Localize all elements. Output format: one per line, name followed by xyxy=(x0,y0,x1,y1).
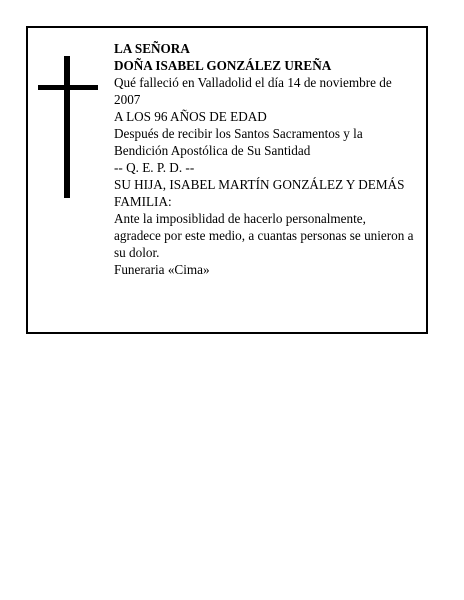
cross-horizontal-bar xyxy=(38,85,98,90)
funeral-home: Funeraria «Cima» xyxy=(114,262,210,277)
sacraments-line: Después de recibir los Santos Sacramentos y la Bendición Apostólica de Su Santidad xyxy=(114,126,363,158)
rip-line: -- Q. E. P. D. -- xyxy=(114,160,195,175)
obituary-notice xyxy=(26,26,428,334)
age-line: A LOS 96 AÑOS DE EDAD xyxy=(114,109,267,124)
death-date-line: Qué falleció en Valladolid el día 14 de noviembre de 2007 xyxy=(114,75,392,107)
cross-vertical-bar xyxy=(64,56,70,198)
notice-title: LA SEÑORA xyxy=(114,41,190,56)
deceased-name: DOÑA ISABEL GONZÁLEZ UREÑA xyxy=(114,58,332,73)
latin-cross-icon xyxy=(38,56,98,198)
notice-text xyxy=(114,40,414,278)
family-line: SU HIJA, ISABEL MARTÍN GONZÁLEZ Y DEMÁS FAMILIA: xyxy=(114,177,405,209)
thanks-paragraph: Ante la imposiblidad de hacerlo personalmente, agradece por este medio, a cuantas personas se unieron a su dolor. xyxy=(114,211,414,260)
